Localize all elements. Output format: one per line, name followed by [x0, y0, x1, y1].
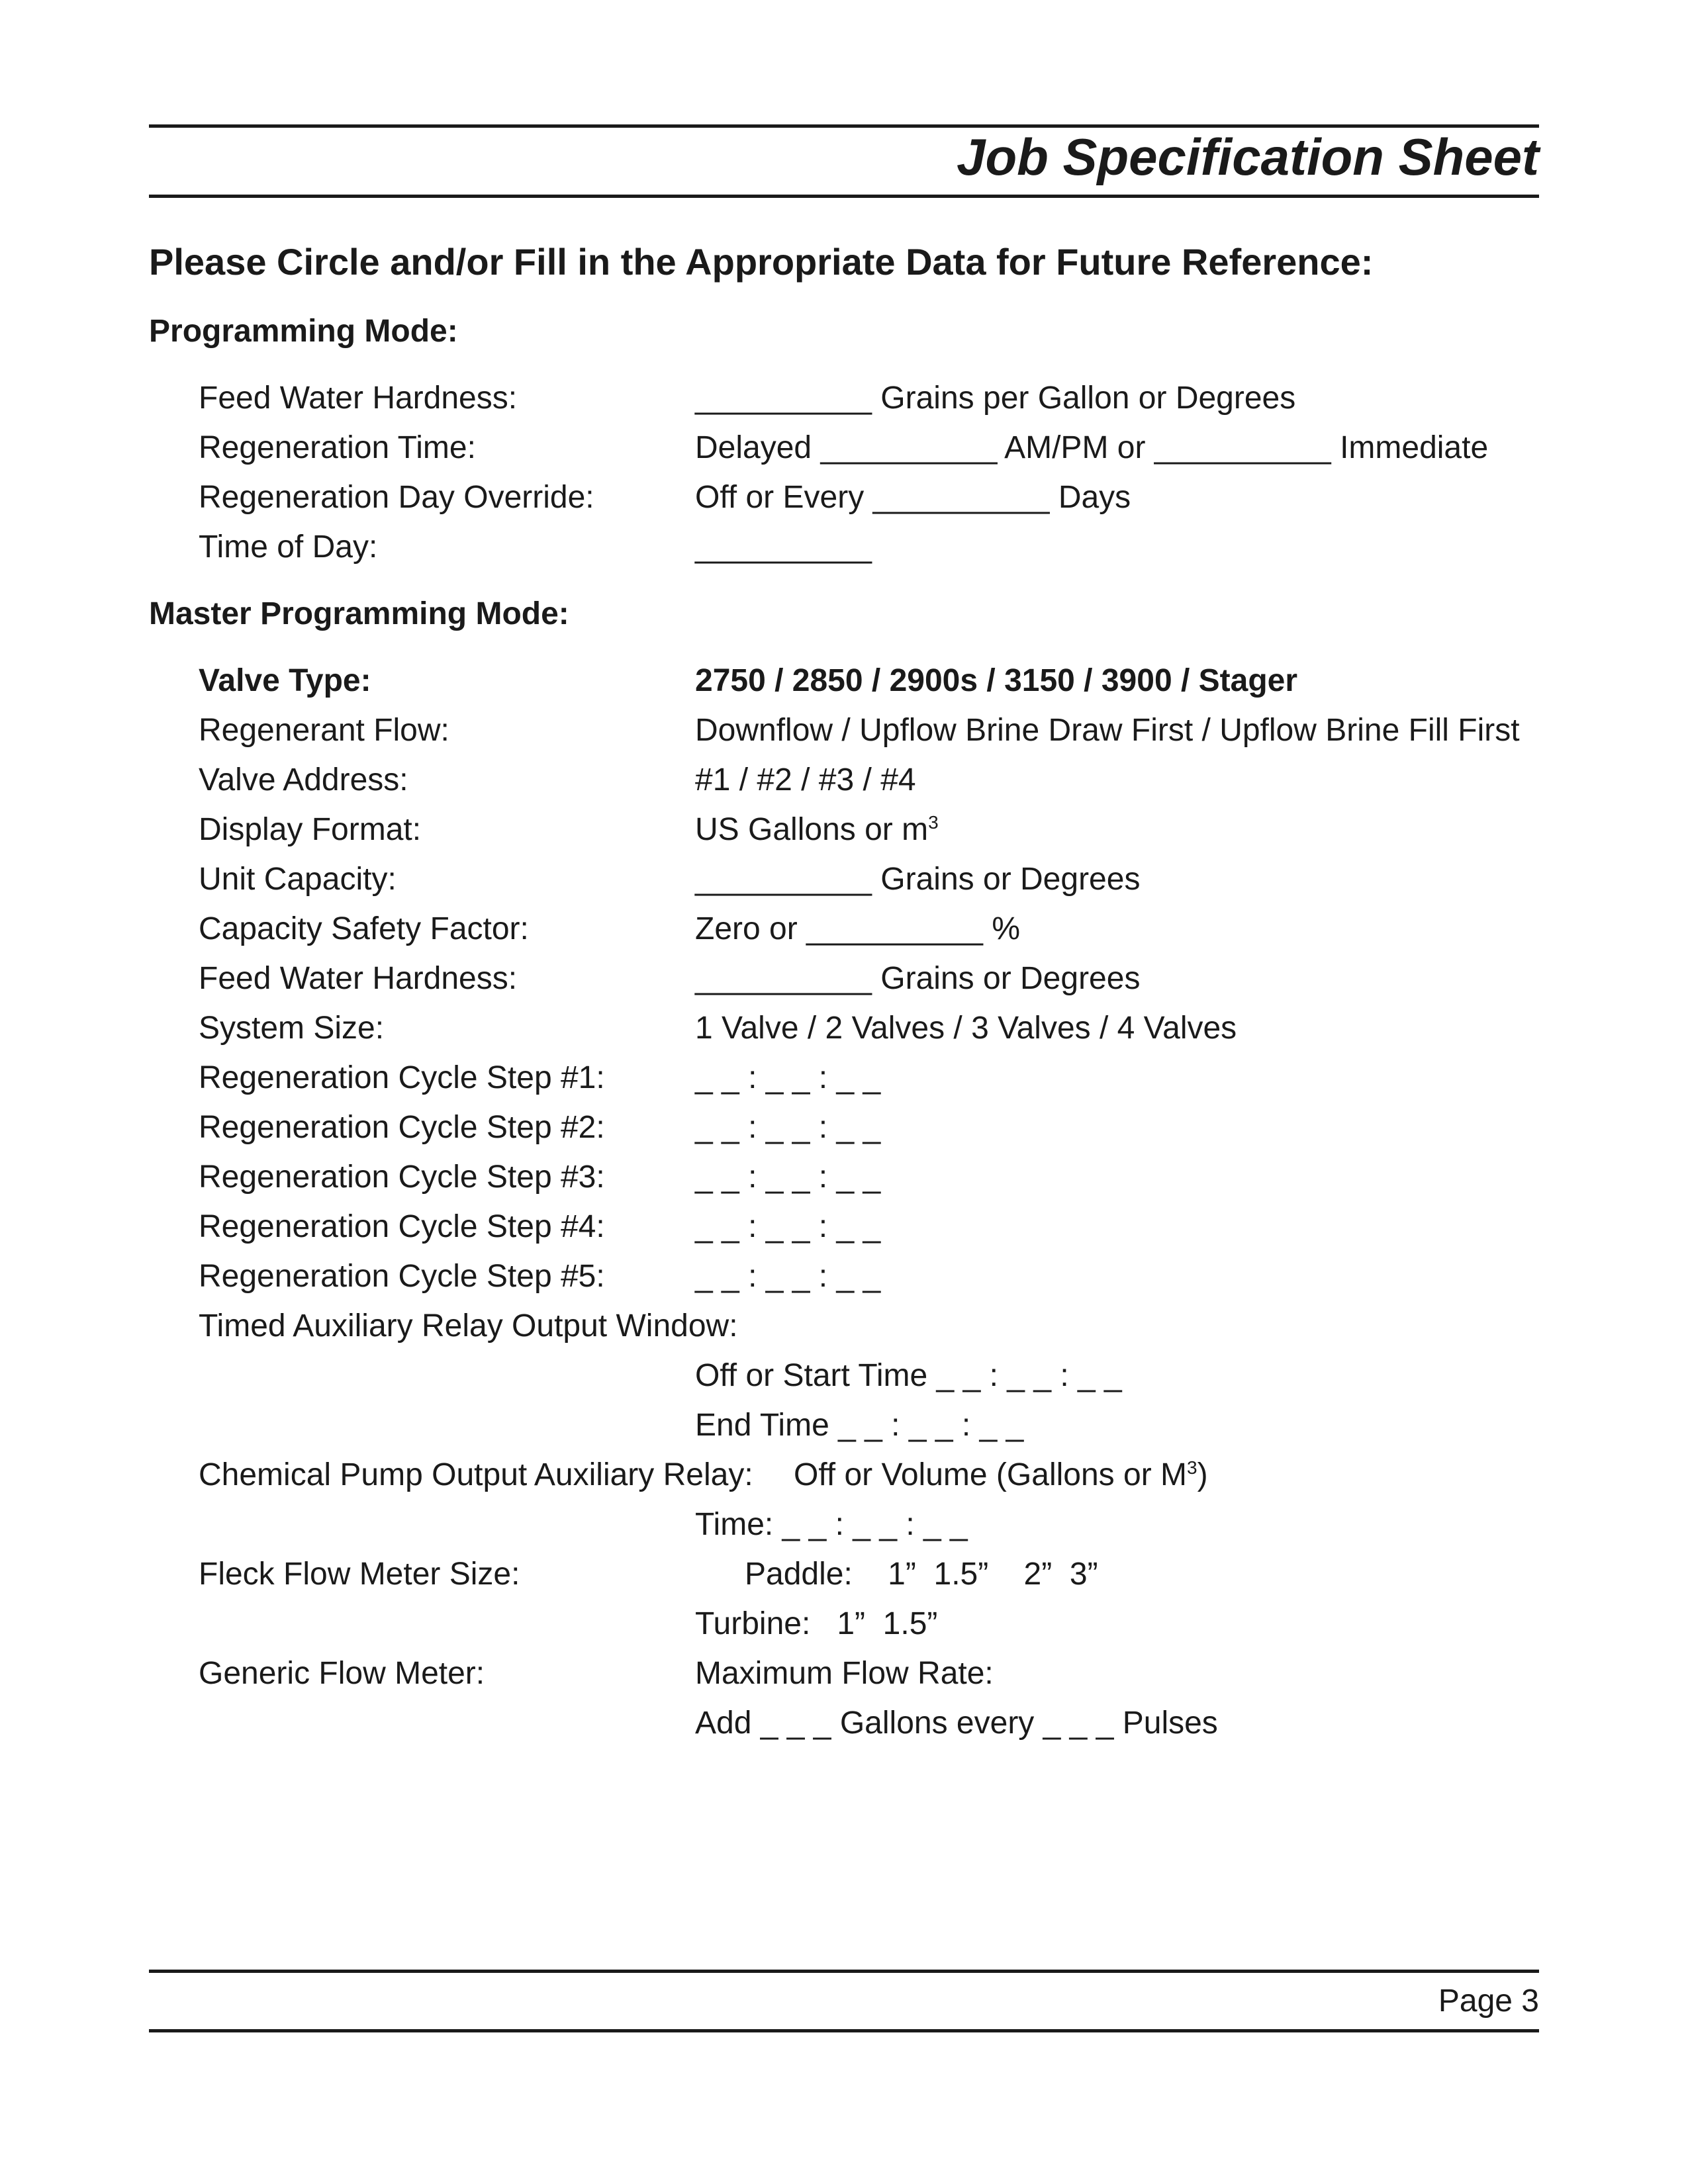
- field-label: Chemical Pump Output Auxiliary Relay:: [199, 1457, 753, 1492]
- superscript: 3: [1187, 1457, 1197, 1478]
- intro-heading: Please Circle and/or Fill in the Appropriate Data for Future Reference:: [149, 241, 1374, 283]
- regenerant-flow-row: [0, 715, 1688, 754]
- valve-address-row: [0, 764, 1688, 804]
- field-label: System Size:: [199, 1011, 385, 1046]
- field-label: Regeneration Cycle Step #2:: [199, 1110, 605, 1145]
- display-format-row: [0, 814, 1688, 854]
- capacity-safety-factor-row: [0, 913, 1688, 953]
- field-label: Feed Water Hardness:: [199, 381, 518, 416]
- field-label: Timed Auxiliary Relay Output Window:: [199, 1308, 738, 1343]
- page-title: Job Specification Sheet: [957, 128, 1539, 186]
- field-value: End Time _ _ : _ _ : _ _: [695, 1408, 1024, 1443]
- field-label: Regeneration Cycle Step #4:: [199, 1209, 605, 1244]
- field-value: __________: [695, 529, 872, 565]
- mpm-feed-water-hardness-row: [0, 963, 1688, 1003]
- generic-flow-meter-add-row: [0, 1707, 1688, 1747]
- chemical-pump-text-end: ): [1197, 1457, 1208, 1492]
- valve-type-row: [0, 665, 1688, 705]
- fleck-flow-meter-turbine-row: [0, 1608, 1688, 1648]
- field-value: Maximum Flow Rate:: [695, 1656, 994, 1691]
- field-value: Delayed __________ AM/PM or __________ Immediate: [695, 430, 1489, 465]
- field-value: [695, 814, 939, 846]
- field-label: Generic Flow Meter:: [199, 1656, 485, 1691]
- pm-regeneration-day-override-row: [0, 482, 1688, 522]
- field-label: Regeneration Cycle Step #3:: [199, 1160, 605, 1195]
- regen-step-4-row: [0, 1211, 1688, 1251]
- field-value: Off or Start Time _ _ : _ _ : _ _: [695, 1358, 1122, 1393]
- page-number: Page 3: [1438, 1983, 1539, 2019]
- field-value: Time: _ _ : _ _ : _ _: [695, 1507, 968, 1542]
- field-label: Capacity Safety Factor:: [199, 911, 529, 946]
- superscript: 3: [928, 812, 939, 833]
- field-value: [794, 1459, 1208, 1491]
- fleck-flow-meter-row: [0, 1559, 1688, 1598]
- field-value: __________ Grains or Degrees: [695, 862, 1141, 897]
- field-value: Add _ _ _ Gallons every _ _ _ Pulses: [695, 1706, 1218, 1741]
- master-programming-mode-heading: Master Programming Mode:: [149, 596, 569, 631]
- pm-feed-water-hardness-row: [0, 383, 1688, 422]
- field-value: _ _ : _ _ : _ _: [695, 1259, 881, 1294]
- field-label: Regeneration Cycle Step #1:: [199, 1060, 605, 1095]
- field-label: Regeneration Cycle Step #5:: [199, 1259, 605, 1294]
- field-label: Regeneration Day Override:: [199, 480, 594, 515]
- generic-flow-meter-row: [0, 1658, 1688, 1698]
- field-value: 2750 / 2850 / 2900s / 3150 / 3900 / Stager: [695, 663, 1298, 698]
- chemical-pump-time-row: [0, 1509, 1688, 1549]
- field-value: _ _ : _ _ : _ _: [695, 1209, 881, 1244]
- field-label: Unit Capacity:: [199, 862, 397, 897]
- field-value: __________ Grains per Gallon or Degrees: [695, 381, 1296, 416]
- system-size-row: [0, 1013, 1688, 1052]
- display-format-text: US Gallons or m: [695, 812, 929, 847]
- field-label: Valve Type:: [199, 663, 371, 698]
- regen-step-5-row: [0, 1261, 1688, 1300]
- field-value: _ _ : _ _ : _ _: [695, 1060, 881, 1095]
- regen-step-1-row: [0, 1062, 1688, 1102]
- field-label: Display Format:: [199, 812, 422, 847]
- regen-step-2-row: [0, 1112, 1688, 1152]
- timed-aux-relay-start-row: [0, 1360, 1688, 1400]
- header-bottom-rule: [149, 195, 1539, 198]
- chemical-pump-text: Off or Volume (Gallons or M: [794, 1457, 1187, 1492]
- field-value: Downflow / Upflow Brine Draw First / Upflow Brine Fill First: [695, 713, 1520, 748]
- field-label: Valve Address:: [199, 762, 408, 797]
- field-label: Feed Water Hardness:: [199, 961, 518, 996]
- chemical-pump-row: [0, 1459, 1688, 1499]
- regen-step-3-row: [0, 1161, 1688, 1201]
- field-value: Turbine: 1” 1.5”: [695, 1606, 938, 1641]
- timed-aux-relay-row: [0, 1310, 1688, 1350]
- field-value: 1 Valve / 2 Valves / 3 Valves / 4 Valves: [695, 1011, 1237, 1046]
- field-value: __________ Grains or Degrees: [695, 961, 1141, 996]
- field-value: #1 / #2 / #3 / #4: [695, 762, 916, 797]
- field-label: Regenerant Flow:: [199, 713, 449, 748]
- field-value: Off or Every __________ Days: [695, 480, 1131, 515]
- footer-top-rule: [149, 1970, 1539, 1973]
- field-label: Regeneration Time:: [199, 430, 476, 465]
- field-value: _ _ : _ _ : _ _: [695, 1160, 881, 1195]
- field-value: Paddle: 1” 1.5” 2” 3”: [745, 1557, 1098, 1592]
- timed-aux-relay-end-row: [0, 1410, 1688, 1449]
- field-value: Zero or __________ %: [695, 911, 1021, 946]
- programming-mode-heading: Programming Mode:: [149, 314, 458, 349]
- field-label: Time of Day:: [199, 529, 378, 565]
- field-value: _ _ : _ _ : _ _: [695, 1110, 881, 1145]
- field-label: Fleck Flow Meter Size:: [199, 1557, 520, 1592]
- footer-bottom-rule: [149, 2029, 1539, 2032]
- pm-time-of-day-row: [0, 531, 1688, 571]
- unit-capacity-row: [0, 864, 1688, 903]
- pm-regeneration-time-row: [0, 432, 1688, 472]
